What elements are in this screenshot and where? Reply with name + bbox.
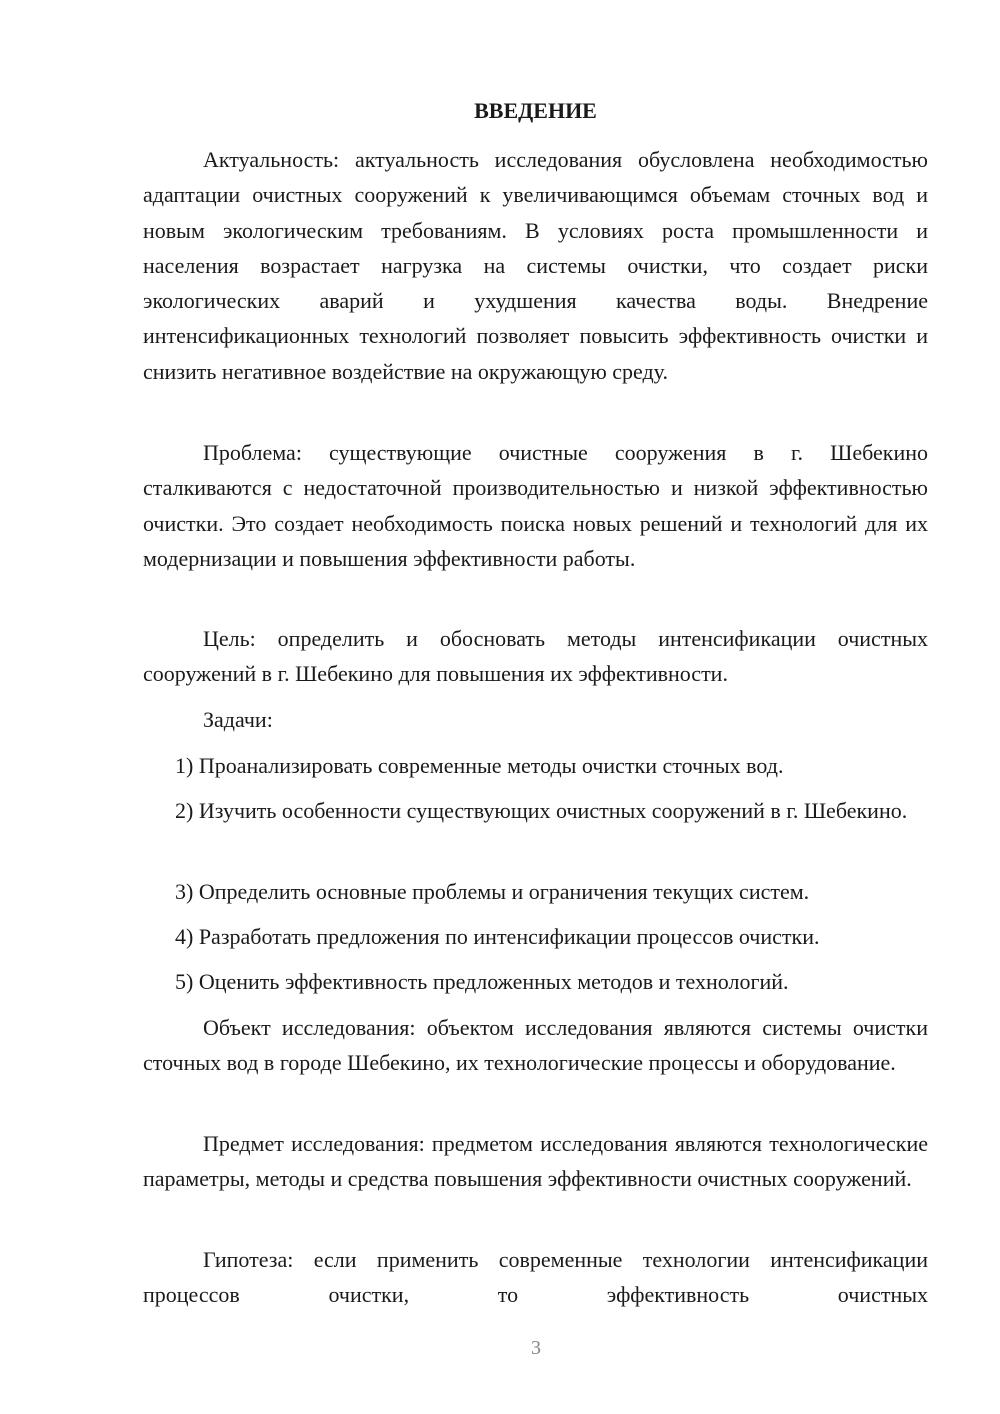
paragraph-subject: Предмет исследования: предметом исследования являются технологические параметры, методы и средства повышения эффективности очистных сооружений. [143, 1131, 928, 1192]
page-number: 3 [531, 1337, 541, 1359]
list-item-task-1: 1) Проанализировать современные методы очистки сточных вод. [175, 753, 784, 778]
paragraph-object: Объект исследования: объектом исследования являются системы очистки сточных вод в городе Шебекино, их технологические процессы и оборудование. [143, 1015, 928, 1076]
list-item-task-2: 2) Изучить особенности существующих очистных сооружений в г. Шебекино. [175, 798, 908, 823]
paragraph-hypothesis: Гипотеза: если применить современные технологии интенсификации процессов очистки, то эффективность очистных [143, 1247, 928, 1308]
section-heading: ВВЕДЕНИЕ [474, 98, 597, 123]
list-item-task-3: 3) Определить основные проблемы и ограничения текущих систем. [175, 879, 810, 904]
paragraph-tasks-label: Задачи: [203, 707, 273, 732]
list-item-task-5: 5) Оценить эффективность предложенных методов и технологий. [175, 969, 789, 994]
paragraph-goal: Цель: определить и обосновать методы интенсификации очистных сооружений в г. Шебекино для повышения их эффективности. [143, 626, 928, 687]
list-item-task-4: 4) Разработать предложения по интенсификации процессов очистки. [175, 924, 820, 949]
paragraph-problem: Проблема: существующие очистные сооружения в г. Шебекино сталкиваются с недостаточной производительностью и низкой эффективностью очистки. Это создает необходимость поиска новых решений и технологий для их модернизации и повышения эффективности работы. [143, 440, 928, 571]
paragraph-relevance: Актуальность: актуальность исследования обусловлена необходимостью адаптации очистных сооружений к увеличивающимся объемам сточных вод и новым экологическим требованиям. В условиях роста промышленности и населения возрастает нагрузка на системы очистки, что создает риски экологических аварий и ухудшения качества воды. Внедрение интенсификационных технологий позволяет повысить эффективность очистки и снизить негативное воздействие на окружающую среду. [143, 147, 928, 384]
